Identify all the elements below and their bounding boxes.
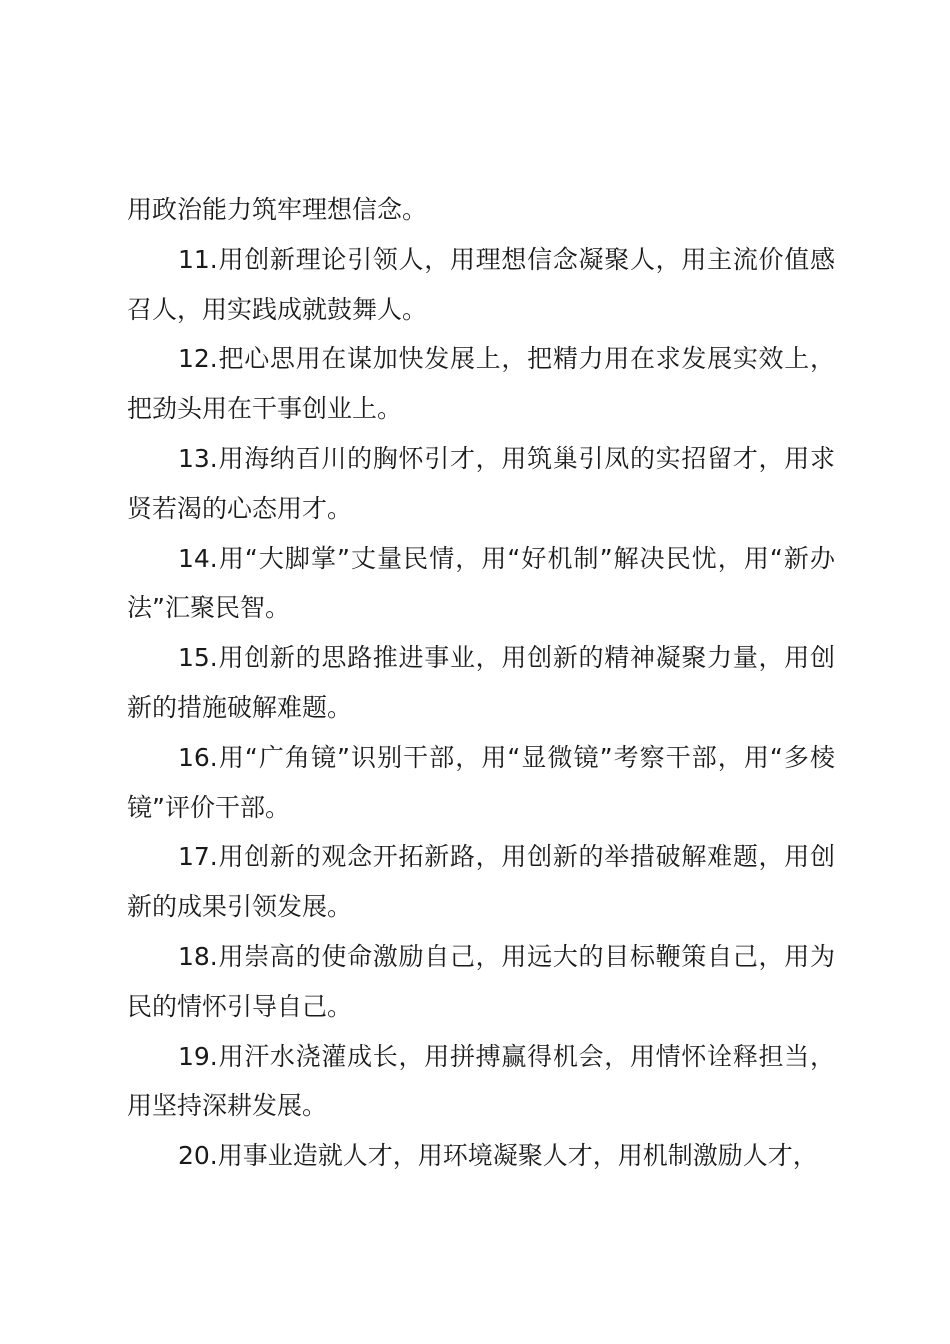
list-item-14: 14.用“大脚掌”丈量民情，用“好机制”解决民忧，用“新办法”汇聚民智。: [127, 543, 835, 623]
document-body: [127, 185, 835, 1181]
list-item-11: 11.用创新理论引领人，用理想信念凝聚人，用主流价值感召人，用实践成就鼓舞人。: [127, 244, 835, 324]
list-item-18: 18.用崇高的使命激励自己，用远大的目标鞭策自己，用为民的情怀引导自己。: [127, 941, 835, 1021]
list-item-17: 17.用创新的观念开拓新路，用创新的举措破解难题，用创新的成果引领发展。: [127, 842, 835, 922]
list-item-16: 16.用“广角镜”识别干部，用“显微镜”考察干部，用“多棱镜”评价干部。: [127, 742, 835, 822]
list-item-12: 12.把心思用在谋加快发展上，把精力用在求发展实效上，把劲头用在干事创业上。: [127, 344, 835, 424]
list-item-13: 13.用海纳百川的胸怀引才，用筑巢引凤的实招留才，用求贤若渴的心态用才。: [127, 443, 835, 523]
list-item-15: 15.用创新的思路推进事业，用创新的精神凝聚力量，用创新的措施破解难题。: [127, 643, 835, 722]
list-item-20: 20.用事业造就人才，用环境凝聚人才，用机制激励人才，: [178, 1141, 818, 1171]
list-item-19: 19.用汗水浇灌成长，用拼搏赢得机会，用情怀诠释担当，用坚持深耕发展。: [127, 1041, 835, 1121]
continued-paragraph: 用政治能力筑牢理想信念。: [127, 195, 428, 224]
